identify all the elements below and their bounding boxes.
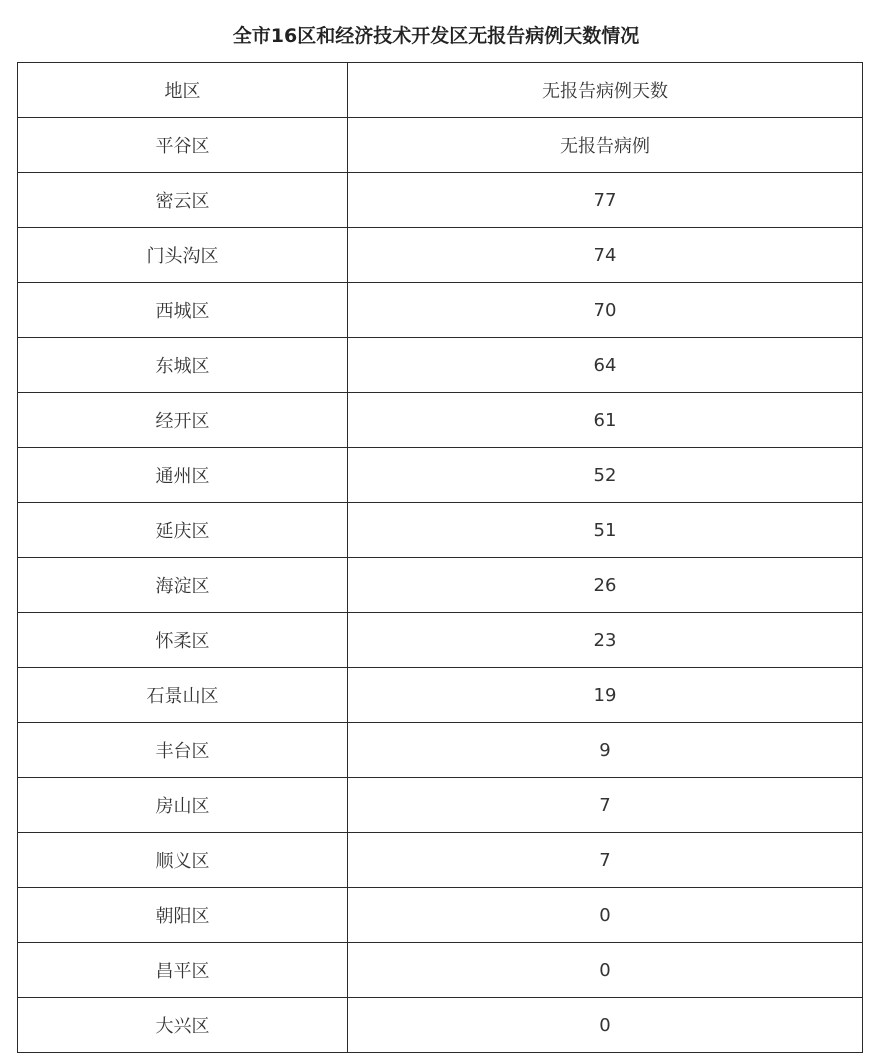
table-row	[18, 943, 863, 998]
cell-days: 7	[348, 778, 863, 833]
table-body	[18, 63, 863, 1053]
cell-area: 东城区	[18, 338, 348, 393]
table-row	[18, 613, 863, 668]
cell-days: 26	[348, 558, 863, 613]
cell-days: 77	[348, 173, 863, 228]
table-row	[18, 558, 863, 613]
header-row	[18, 63, 863, 118]
cell-days: 61	[348, 393, 863, 448]
cell-days: 64	[348, 338, 863, 393]
cell-days: 19	[348, 668, 863, 723]
table-row	[18, 998, 863, 1053]
cell-days: 51	[348, 503, 863, 558]
header-days: 无报告病例天数	[348, 63, 863, 118]
cell-days: 74	[348, 228, 863, 283]
cell-days: 0	[348, 888, 863, 943]
cell-area: 通州区	[18, 448, 348, 503]
cell-area: 门头沟区	[18, 228, 348, 283]
cell-days: 0	[348, 943, 863, 998]
cell-days: 0	[348, 998, 863, 1053]
table-row	[18, 723, 863, 778]
cell-area: 朝阳区	[18, 888, 348, 943]
cell-area: 丰台区	[18, 723, 348, 778]
cell-area: 经开区	[18, 393, 348, 448]
table-row	[18, 393, 863, 448]
table-row	[18, 503, 863, 558]
district-table	[17, 62, 863, 1053]
cell-area: 平谷区	[18, 118, 348, 173]
table-row	[18, 118, 863, 173]
table-row	[18, 338, 863, 393]
cell-area: 密云区	[18, 173, 348, 228]
header-area: 地区	[18, 63, 348, 118]
cell-days: 无报告病例	[348, 118, 863, 173]
cell-area: 海淀区	[18, 558, 348, 613]
table-row	[18, 228, 863, 283]
cell-days: 23	[348, 613, 863, 668]
cell-days: 9	[348, 723, 863, 778]
table-row	[18, 173, 863, 228]
cell-area: 大兴区	[18, 998, 348, 1053]
cell-days: 52	[348, 448, 863, 503]
cell-area: 昌平区	[18, 943, 348, 998]
cell-area: 顺义区	[18, 833, 348, 888]
table-row	[18, 448, 863, 503]
cell-days: 7	[348, 833, 863, 888]
table-row	[18, 778, 863, 833]
table-row	[18, 888, 863, 943]
cell-area: 怀柔区	[18, 613, 348, 668]
cell-days: 70	[348, 283, 863, 338]
table-row	[18, 833, 863, 888]
page-title: 全市16区和经济技术开发区无报告病例天数情况	[232, 25, 640, 47]
table-row	[18, 668, 863, 723]
cell-area: 石景山区	[18, 668, 348, 723]
cell-area: 房山区	[18, 778, 348, 833]
table-row	[18, 283, 863, 338]
cell-area: 西城区	[18, 283, 348, 338]
cell-area: 延庆区	[18, 503, 348, 558]
